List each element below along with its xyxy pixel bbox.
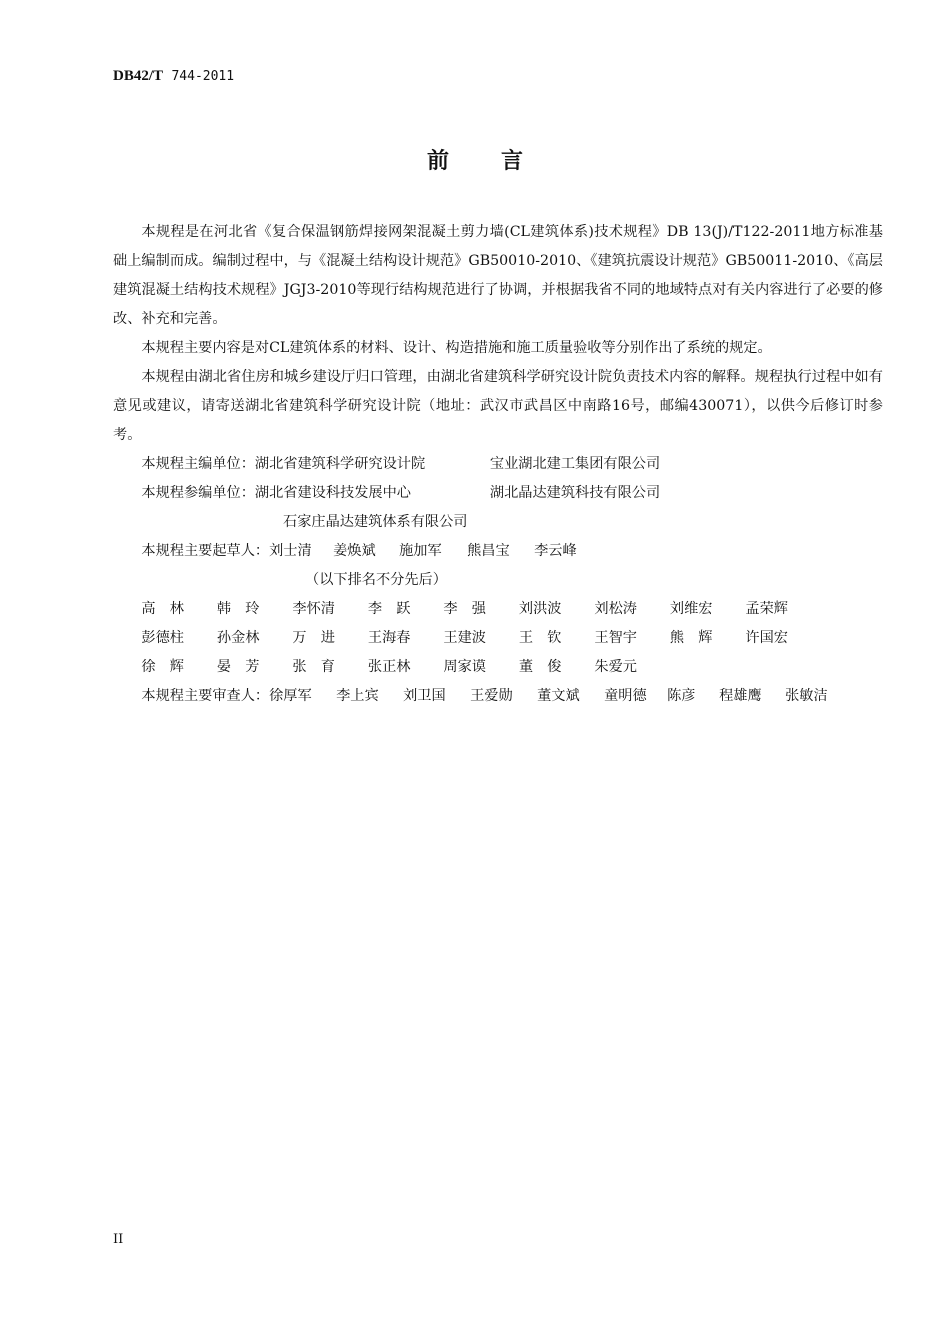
reviewer-name: 王爱勋 <box>470 688 513 704</box>
reviewer-name: 陈彦 <box>667 688 696 704</box>
paragraph-content: 本规程主要内容是对CL建筑体系的材料、设计、构造措施和施工质量验收等分别作出了系统的规定。 <box>141 340 772 356</box>
chief-label: 本规程主编单位： <box>141 456 255 472</box>
list-item: 万 进 <box>292 630 335 646</box>
drafters-label: 本规程主要起草人： <box>141 543 270 559</box>
name-row-1 <box>113 595 883 624</box>
reviewer-name: 徐厚军 <box>269 688 312 704</box>
participants-label: 本规程参编单位： <box>141 485 255 501</box>
reviewers-line <box>113 682 883 711</box>
reviewers-label: 本规程主要审查人： <box>141 688 270 704</box>
list-item: 孟荣辉 <box>745 601 788 617</box>
list-item: 熊 辉 <box>669 630 713 646</box>
list-item: 董 俊 <box>518 659 562 675</box>
participating-units <box>113 479 883 508</box>
list-item: 孙金林 <box>216 630 260 646</box>
participant-unit-1: 湖北省建设科技发展中心 <box>254 485 411 501</box>
participant-unit-3: 石家庄晶达建筑体系有限公司 <box>283 514 468 530</box>
title-char-2: 言 <box>501 149 524 174</box>
list-item: 周家谟 <box>443 659 486 675</box>
drafter-name: 施加军 <box>399 543 442 559</box>
reviewer-name: 李上宾 <box>336 688 379 704</box>
name-row-3 <box>113 653 883 682</box>
chief-editor-units <box>113 450 883 479</box>
list-item: 彭德柱 <box>141 630 184 646</box>
list-item: 张正林 <box>367 659 411 675</box>
list-item: 王 钦 <box>518 630 562 646</box>
reviewer-name: 刘卫国 <box>403 688 446 704</box>
name-row-2 <box>113 624 883 653</box>
ranking-note <box>113 566 883 595</box>
page-number: II <box>113 1232 124 1247</box>
list-item: 朱爱元 <box>594 659 637 675</box>
standard-code: DB42/T <box>113 68 164 84</box>
page-title <box>0 144 950 175</box>
standard-number: 744-2011 <box>171 69 235 84</box>
paragraph-management: 本规程由湖北省住房和城乡建设厅归口管理，由湖北省建筑科学研究设计院负责技术内容的解释。规程执行过程中如有意见或建议，请寄送湖北省建筑科学研究设计院（地址：武汉市武昌区中南路16号，邮编430071），以供今后修订时参考。 <box>113 369 883 443</box>
drafters-line <box>113 537 883 566</box>
drafter-name: 姜焕斌 <box>333 543 376 559</box>
reviewer-name: 董文斌 <box>537 688 580 704</box>
list-item: 高 林 <box>141 601 184 617</box>
list-item: 李怀清 <box>292 601 335 617</box>
title-char-1: 前 <box>426 149 449 174</box>
paragraph-basis: 本规程是在河北省《复合保温钢筋焊接网架混凝土剪力墙(CL建筑体系)技术规程》DB 13(J)/T122-2011地方标准基础上编制而成。编制过程中，与《混凝土结构设计规范》GB50010-2010、《建筑抗震设计规范》GB50011-2010、《高层建筑混凝土结构技术规程》JGJ3-2010等现行结构规范进行了协调，并根据我省不同的地域特点对有关内容进行了必要的修改、补充和完善。 <box>113 224 883 327</box>
list-item: 刘松涛 <box>594 601 637 617</box>
list-item: 张 育 <box>292 659 335 675</box>
list-item: 晏 芳 <box>216 659 260 675</box>
participating-units-cont <box>113 508 883 537</box>
list-item: 韩 玲 <box>216 601 260 617</box>
drafter-name: 刘士清 <box>269 543 312 559</box>
list-item: 许国宏 <box>745 630 788 646</box>
reviewer-name: 童明德 <box>604 688 647 704</box>
list-item: 王建波 <box>443 630 486 646</box>
reviewer-name: 张敏洁 <box>785 688 828 704</box>
participant-unit-2: 湖北晶达建筑科技有限公司 <box>489 485 661 501</box>
ranking-note-text: （以下排名不分先后） <box>305 572 447 588</box>
list-item: 王智宇 <box>594 630 637 646</box>
list-item: 刘维宏 <box>669 601 713 617</box>
drafter-name: 李云峰 <box>534 543 577 559</box>
list-item: 李 跃 <box>367 601 411 617</box>
chief-unit-2: 宝业湖北建工集团有限公司 <box>489 456 661 472</box>
preface-body <box>113 218 883 711</box>
list-item: 王海春 <box>367 630 411 646</box>
document-header <box>113 68 234 85</box>
chief-unit-1: 湖北省建筑科学研究设计院 <box>254 456 426 472</box>
list-item: 徐 辉 <box>141 659 184 675</box>
reviewer-name: 程雄鹰 <box>719 688 762 704</box>
list-item: 李 强 <box>443 601 486 617</box>
list-item: 刘洪波 <box>518 601 562 617</box>
drafter-name: 熊昌宝 <box>467 543 510 559</box>
